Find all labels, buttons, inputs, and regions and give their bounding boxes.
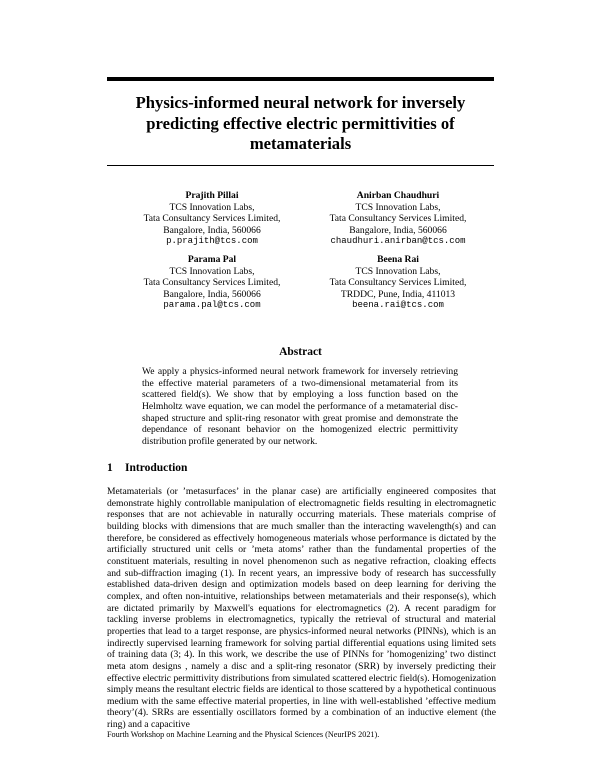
author-location: Bangalore, India, 560066	[163, 224, 261, 236]
page-footer: Fourth Workshop on Machine Learning and the Physical Sciences (NeurIPS 2021).	[107, 730, 380, 739]
section-title: Introduction	[125, 462, 188, 474]
author-affiliation: Tata Consultancy Services Limited,	[143, 213, 281, 225]
section-body-text: Metamaterials (or ’metasurfaces’ in the planar case) are artificially engineered composites that demonstrate highly controllable manipulation of electromagnetic fields resulting in electromagnetic responses that are not achievable in naturally occurring materials. These materials comprise of building blocks with dimensions that are much smaller than the interacting wavelength(s) and can therefore, be considered as effectively homogeneous materials whose performance is dictated by the artificially structured unit cells or ’meta atoms’ rather than the fundamental properties of the constituent materials, resulting in novel phenomenon such as negative refraction, cloaking effects and sub-diffraction imaging (1). In recent years, an impressive body of research has successfully established data-driven design and optimization models based on deep learning for deriving the complex, and often non-intuitive, relationships between metamaterials and their response(s), which are dictated primarily by Maxwell's equations for electromagnetics (2). A recent paradigm for tackling inverse problems in electromagnetics, typically the retrieval of structural and material properties that lead to a target response, are physics-informed neural networks (PINNs), which is an indirectly supervised learning framework for solving partial differential equations using limited sets of training data (3; 4). In this work, we describe the use of PINNs for ’homogenizing’ two distinct meta atom designs , namely a disc and a split-ring resonator (SRR) by inversely predicting their effective electric permittivity distributions from simulated scattered electric field(s). Homogenization simply means the resultant electric fields are identical to those scattered by a hypothetical continuous medium with the same effective material properties, in line with well-established ’effective medium theory’(4). SRRs are essentially oscillators formed by a combination of an inductive element (the ring) and a capacitive	[107, 486, 496, 731]
author-name: Prajith Pillai	[185, 190, 239, 201]
author-location: Bangalore, India, 560066	[349, 224, 447, 236]
author-block	[112, 254, 312, 312]
author-affiliation: Tata Consultancy Services Limited,	[143, 277, 281, 289]
author-name: Beena Rai	[377, 254, 419, 265]
author-block	[298, 254, 498, 312]
paper-title: Physics-informed neural network for inversely predicting effective electric permittivities of metamaterials	[135, 93, 466, 153]
section-heading	[107, 462, 187, 474]
author-affiliation: Tata Consultancy Services Limited,	[329, 213, 467, 225]
author-block	[112, 190, 312, 248]
section-number: 1	[107, 462, 113, 474]
abstract-text: We apply a physics-informed neural network framework for inversely retrieving the effective material parameters of a two-dimensional metamaterial from its scattered field(s). We show that by employing a loss function based on the Helmholtz wave equation, we can model the performance of a metamaterial disc-shaped structure and split-ring resonator with great promise and demonstrate the dependance of resonant behavior on the homogenized electric permittivity distribution profile generated by our network.	[142, 366, 458, 447]
author-email[interactable]: chaudhuri.anirban@tcs.com	[330, 236, 466, 247]
author-name: Parama Pal	[187, 254, 237, 265]
author-affiliation: TCS Innovation Labs,	[169, 201, 255, 213]
author-location: TRDDC, Pune, India, 411013	[340, 288, 456, 300]
author-affiliation: TCS Innovation Labs,	[169, 265, 255, 277]
author-name: Anirban Chaudhuri	[356, 190, 440, 201]
author-affiliation: TCS Innovation Labs,	[355, 265, 441, 277]
title-top-rule	[107, 77, 494, 81]
title-bottom-rule	[107, 165, 494, 166]
author-affiliation: TCS Innovation Labs,	[355, 201, 441, 213]
author-email[interactable]: parama.pal@tcs.com	[163, 300, 261, 311]
author-email[interactable]: beena.rai@tcs.com	[352, 300, 444, 311]
abstract-heading: Abstract	[279, 346, 322, 358]
author-block	[298, 190, 498, 248]
author-affiliation: Tata Consultancy Services Limited,	[329, 277, 467, 289]
author-location: Bangalore, India, 560066	[163, 288, 261, 300]
author-email[interactable]: p.prajith@tcs.com	[166, 236, 258, 247]
